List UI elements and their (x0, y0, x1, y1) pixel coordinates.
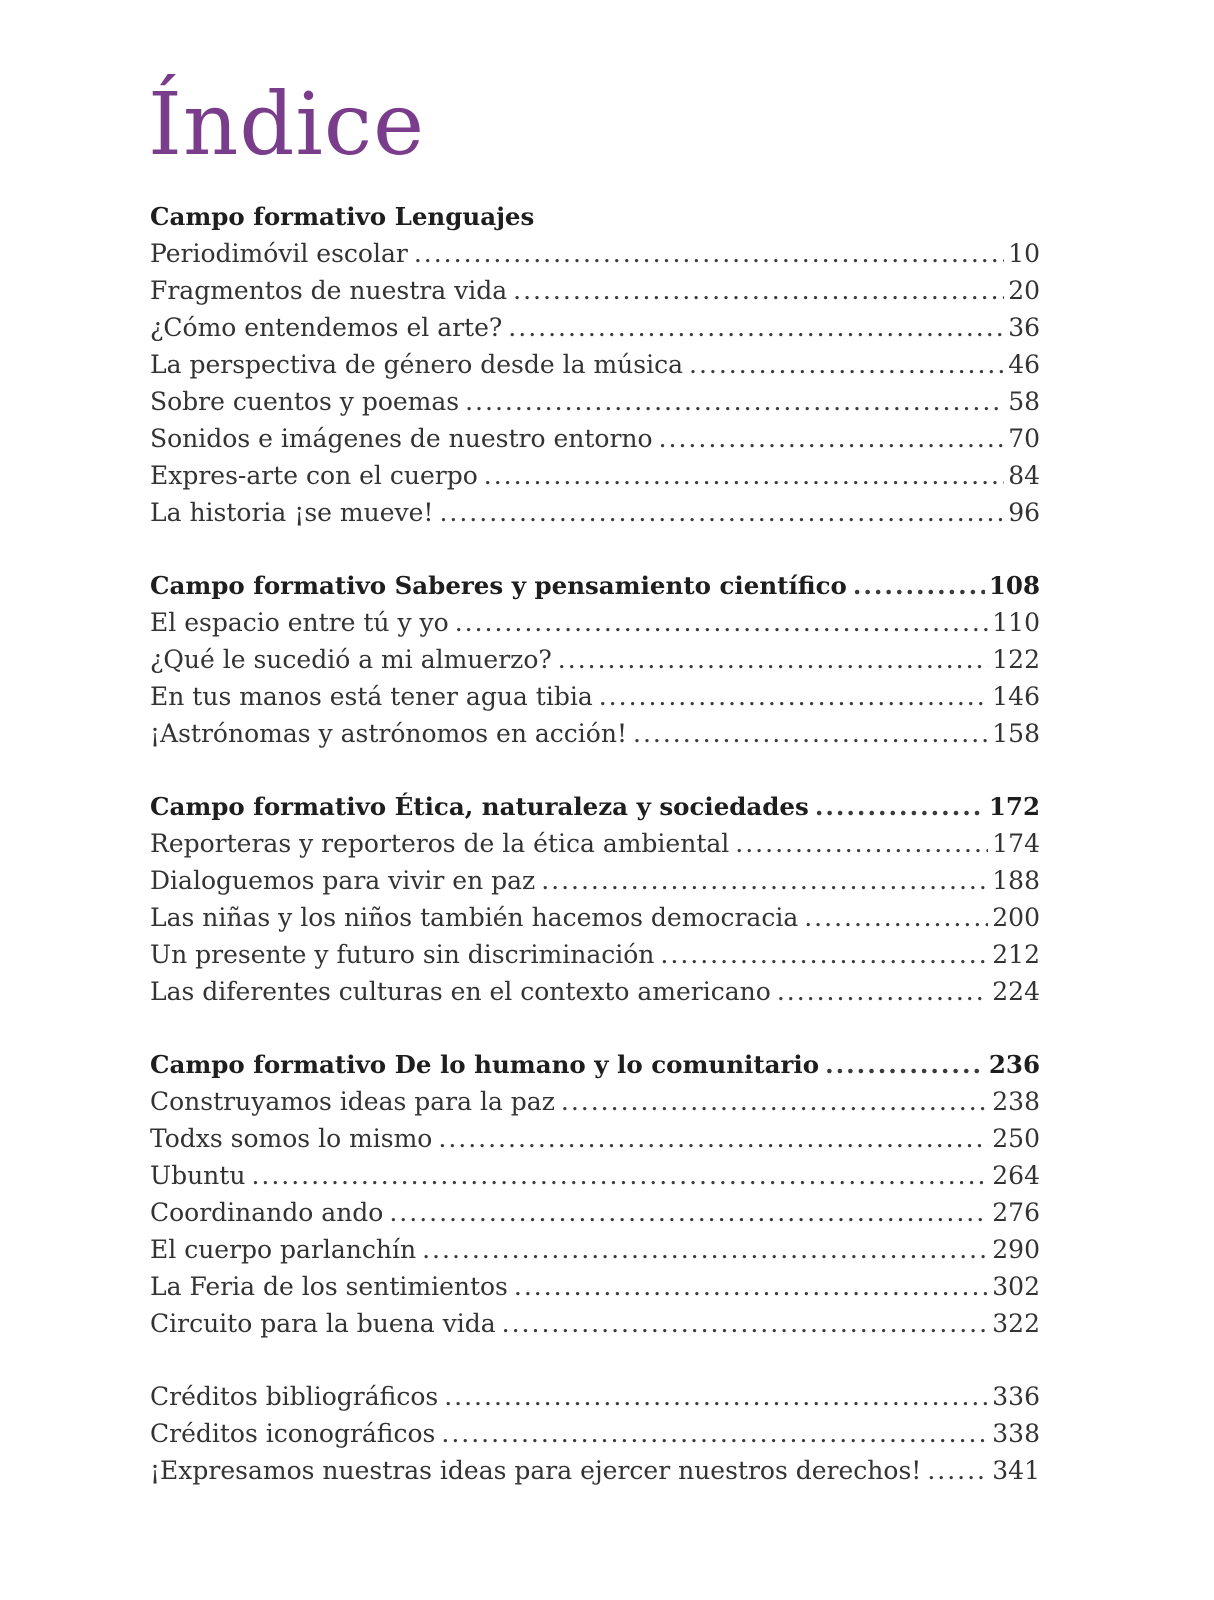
entry-label: Ubuntu (150, 1161, 246, 1190)
entry-page-number: 46 (1008, 350, 1040, 379)
entry-page-number: 302 (992, 1272, 1040, 1301)
toc-section-heading[interactable] (150, 788, 1040, 825)
dot-leader (735, 825, 988, 862)
entry-label: ¿Cómo entendemos el arte? (150, 313, 503, 342)
entry-page-number: 188 (992, 866, 1040, 895)
toc-entry[interactable] (150, 936, 1040, 973)
entry-page-number: 70 (1008, 424, 1040, 453)
entry-page-number: 200 (992, 903, 1040, 932)
toc-section-etica (150, 788, 1040, 1010)
toc-entry[interactable] (150, 1452, 1040, 1489)
entry-page-number: 110 (992, 608, 1040, 637)
entry-page-number: 122 (992, 645, 1040, 674)
entry-label: Coordinando ando (150, 1198, 384, 1227)
entry-label: ¿Qué le sucedió a mi almuerzo? (150, 645, 552, 674)
section-page-number: 236 (988, 1050, 1040, 1079)
toc-section-heading[interactable] (150, 1046, 1040, 1083)
entry-label: Reporteras y reporteros de la ética ambiental (150, 829, 730, 858)
toc-entry[interactable] (150, 604, 1040, 641)
entry-page-number: 58 (1008, 387, 1040, 416)
entry-label: Un presente y futuro sin discriminación (150, 940, 655, 969)
dot-leader (561, 1083, 988, 1120)
toc-entry[interactable] (150, 862, 1040, 899)
toc-section-humano (150, 1046, 1040, 1342)
entry-page-number: 158 (992, 719, 1040, 748)
dot-leader (660, 936, 988, 973)
toc-entry[interactable] (150, 973, 1040, 1010)
dot-leader (777, 973, 988, 1010)
entry-page-number: 290 (992, 1235, 1040, 1264)
toc-entry[interactable] (150, 715, 1040, 752)
dot-leader (444, 1378, 988, 1415)
dot-leader (441, 1415, 988, 1452)
section-page-number: 172 (988, 792, 1040, 821)
dot-leader (513, 272, 1004, 309)
dot-leader (465, 383, 1004, 420)
entry-page-number: 174 (992, 829, 1040, 858)
dot-leader (484, 457, 1004, 494)
entry-label: El cuerpo parlanchín (150, 1235, 417, 1264)
section-heading-label: Campo formativo Ética, naturaleza y sociedades (150, 792, 809, 821)
toc-section-heading[interactable] (150, 567, 1040, 604)
entry-page-number: 322 (992, 1309, 1040, 1338)
toc-entry[interactable] (150, 1157, 1040, 1194)
entry-page-number: 212 (992, 940, 1040, 969)
entry-label: Expres-arte con el cuerpo (150, 461, 478, 490)
toc-entry[interactable] (150, 1083, 1040, 1120)
entry-label: Sobre cuentos y poemas (150, 387, 460, 416)
toc-entry[interactable] (150, 309, 1040, 346)
dot-leader (815, 788, 985, 825)
entry-page-number: 84 (1008, 461, 1040, 490)
toc-entry[interactable] (150, 641, 1040, 678)
toc-entry[interactable] (150, 1415, 1040, 1452)
entry-label: La historia ¡se mueve! (150, 498, 434, 527)
toc-entry[interactable] (150, 1120, 1040, 1157)
dot-leader (502, 1305, 989, 1342)
entry-page-number: 336 (992, 1382, 1040, 1411)
dot-leader (438, 1120, 988, 1157)
entry-label: Construyamos ideas para la paz (150, 1087, 555, 1116)
dot-leader (251, 1157, 988, 1194)
toc-entry[interactable] (150, 825, 1040, 862)
entry-label: Las niñas y los niños también hacemos democracia (150, 903, 799, 932)
entry-page-number: 96 (1008, 498, 1040, 527)
entry-label: El espacio entre tú y yo (150, 608, 449, 637)
entry-label: Las diferentes culturas en el contexto americano (150, 977, 771, 1006)
toc-section-heading[interactable] (150, 198, 1040, 235)
toc-entry[interactable] (150, 383, 1040, 420)
section-heading-label: Campo formativo Lenguajes (150, 202, 535, 231)
toc-entry[interactable] (150, 1194, 1040, 1231)
toc-section-saberes (150, 567, 1040, 752)
dot-leader (455, 604, 989, 641)
dot-leader (927, 1452, 988, 1489)
entry-page-number: 36 (1008, 313, 1040, 342)
dot-leader (804, 899, 988, 936)
dot-leader (853, 567, 985, 604)
toc-entry[interactable] (150, 1268, 1040, 1305)
dot-leader (659, 420, 1005, 457)
entry-page-number: 238 (992, 1087, 1040, 1116)
dot-leader (514, 1268, 988, 1305)
toc-entry[interactable] (150, 420, 1040, 457)
entry-label: Dialoguemos para vivir en paz (150, 866, 536, 895)
entry-page-number: 276 (992, 1198, 1040, 1227)
entry-page-number: 20 (1008, 276, 1040, 305)
dot-leader (689, 346, 1004, 383)
entry-label: En tus manos está tener agua tibia (150, 682, 593, 711)
entry-label: ¡Astrónomas y astrónomos en acción! (150, 719, 628, 748)
toc-entry[interactable] (150, 899, 1040, 936)
entry-page-number: 250 (992, 1124, 1040, 1153)
section-heading-label: Campo formativo Saberes y pensamiento científico (150, 571, 847, 600)
entry-page-number: 264 (992, 1161, 1040, 1190)
toc-section-back-matter (150, 1378, 1040, 1489)
dot-leader (558, 641, 988, 678)
entry-page-number: 224 (992, 977, 1040, 1006)
entry-label: Circuito para la buena vida (150, 1309, 496, 1338)
entry-label: Sonidos e imágenes de nuestro entorno (150, 424, 653, 453)
entry-label: Fragmentos de nuestra vida (150, 276, 508, 305)
entry-label: ¡Expresamos nuestras ideas para ejercer nuestros derechos! (150, 1456, 922, 1485)
entry-label: Créditos iconográficos (150, 1419, 436, 1448)
entry-label: Periodimóvil escolar (150, 239, 408, 268)
entry-page-number: 338 (992, 1419, 1040, 1448)
toc-entry[interactable] (150, 494, 1040, 531)
entry-label: La Feria de los sentimientos (150, 1272, 508, 1301)
entry-label: Créditos bibliográficos (150, 1382, 439, 1411)
dot-leader (389, 1194, 988, 1231)
entry-page-number: 146 (992, 682, 1040, 711)
dot-leader (599, 678, 989, 715)
dot-leader (414, 235, 1004, 272)
dot-leader (508, 309, 1004, 346)
dot-leader (633, 715, 988, 752)
entry-label: La perspectiva de género desde la música (150, 350, 683, 379)
toc-entry[interactable] (150, 457, 1040, 494)
toc-entry[interactable] (150, 272, 1040, 309)
toc-entry[interactable] (150, 1378, 1040, 1415)
entry-label: Todxs somos lo mismo (150, 1124, 433, 1153)
page-title: Índice (148, 75, 425, 175)
toc-entry[interactable] (150, 678, 1040, 715)
dot-leader (825, 1046, 985, 1083)
section-page-number: 108 (988, 571, 1040, 600)
table-of-contents (150, 70, 1040, 1525)
toc-section-lenguajes (150, 198, 1040, 531)
dot-leader (439, 494, 1004, 531)
dot-leader (422, 1231, 988, 1268)
toc-entry[interactable] (150, 346, 1040, 383)
toc-entry[interactable] (150, 235, 1040, 272)
entry-page-number: 10 (1008, 239, 1040, 268)
toc-entry[interactable] (150, 1305, 1040, 1342)
entry-page-number: 341 (992, 1456, 1040, 1485)
section-heading-label: Campo formativo De lo humano y lo comunitario (150, 1050, 820, 1079)
dot-leader (541, 862, 988, 899)
toc-entry[interactable] (150, 1231, 1040, 1268)
